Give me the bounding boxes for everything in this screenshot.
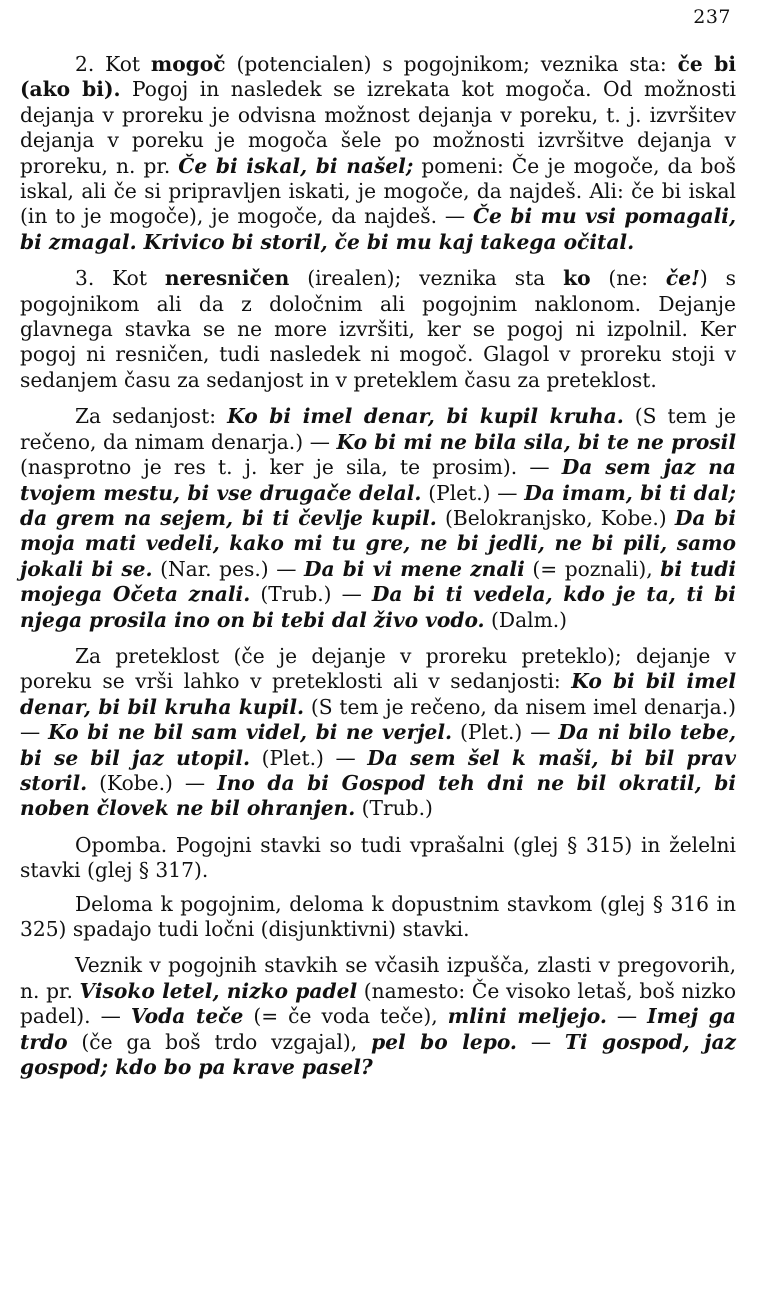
paragraph: [20, 52, 736, 255]
emphasis-text: ko: [563, 266, 591, 291]
paragraph-text: (potencialen) s pogojnikom; veznika sta:: [225, 52, 678, 76]
emphasis-text: mogoč: [150, 52, 226, 76]
example-text: Ko bi ne bil sam videl, bi ne verjel.: [48, 720, 453, 745]
paragraph: [20, 953, 736, 1080]
paragraph-text: (S tem je rečeno, da nisem imel denarja.) —: [20, 694, 736, 745]
paragraph-text: Pogoj in nasledek se izrekata kot mogoča. Od možnosti dejanja v proreku je odvisna možnost dejanja v poreku, t. j. izvršitev dejanja v poreku je mogoča šele po možnosti izvršitve dejanja v proreku, n. pr.: [20, 77, 736, 178]
paragraph-text: pomeni: Če je mogoče, da boš iskal, ali če si pripravljen iskati, je mogoče, da najdeš. Ali: če bi iskal (in to je mogoče), je mogoče, da najdeš. —: [20, 153, 736, 229]
paragraph-text: (Dalm.): [484, 607, 567, 632]
paragraph-text: (= poznali),: [524, 556, 661, 581]
paragraph: [20, 892, 736, 943]
example-text: Da sem šel k maši, bi bil prav storil.: [20, 745, 736, 795]
example-text: mlini meljejo.: [447, 1004, 607, 1029]
paragraph-text: (S tem je rečeno, da nimam denarja.) —: [20, 404, 736, 454]
emphasis-text: neresničen: [164, 266, 290, 291]
paragraph-text: 3. Kot: [75, 266, 165, 291]
page-number: 237: [693, 6, 731, 28]
example-text: Če bi iskal, bi našel;: [178, 153, 414, 178]
example-text: Da bi ti vedela, kdo je ta, ti bi njega prosila ino on bi tebi dal živo vodo.: [20, 582, 736, 632]
paragraph-text: (Plet.) —: [452, 720, 559, 745]
example-text: Visoko letel, nizko padel: [79, 978, 358, 1003]
example-text: če!: [665, 266, 700, 291]
paragraph-text: ) s pogojnikom ali da z določnim ali pogojnim naklonom. Dejanje glavnega stavka se ne more izvršiti, ker se pogoj ni izpolnil. Ker pogoj ni resničen, tudi nasledek ni mogoč. Glagol v proreku stoji v sedanjem času za sedanjost in v preteklem času za preteklost.: [20, 266, 737, 392]
paragraph-text: (ne:: [590, 266, 666, 291]
paragraph-text: (Nar. pes.) —: [152, 556, 304, 581]
paragraph-text: Veznik v pogojnih stavkih se včasih izpušča, zlasti v pregovorih, n. pr.: [20, 953, 736, 1003]
paragraph-text: (Kobe.) —: [87, 770, 218, 795]
paragraph-text: (irealen); veznika sta: [289, 266, 564, 291]
example-text: Voda teče: [130, 1004, 244, 1029]
paragraph-text: (= če voda teče),: [243, 1004, 448, 1029]
paragraph-text: (Plet.) —: [250, 745, 368, 770]
example-text: Da sem jaz na tvojem mestu, bi vse drugače delal.: [20, 455, 736, 505]
paragraph-text: Deloma k pogojnim, deloma k dopustnim stavkom (glej § 316 in 325) spadajo tudi ločni (disjunktivni) stavki.: [20, 891, 736, 941]
example-text: Ko bi bil imel denar, bi bil kruha kupil.: [20, 669, 736, 719]
emphasis-text: če bi (ako bi).: [20, 52, 736, 102]
paragraph-text: Pogojni stavki so tudi vprašalni (glej § 315) in želelni stavki (glej § 317).: [20, 832, 736, 883]
example-text: Ko bi imel denar, bi kupil kruha.: [227, 404, 624, 429]
example-text: Da bi moja mati vedeli, kako mi tu gre, ne bi jedli, ne bi pili, samo jokali bi se.: [20, 505, 736, 581]
example-text: Da ni bilo tebe, bi se bil jaz utopil.: [20, 720, 736, 770]
paragraph-text: (Trub.) —: [250, 582, 372, 607]
example-text: Imej ga trdo: [20, 1004, 736, 1054]
paragraph-text: (Plet.) —: [421, 480, 525, 505]
paragraph-text: —: [516, 1029, 565, 1054]
example-text: Ino da bi Gospod teh dni ne bil okratil, bi noben človek ne bil ohranjen.: [20, 770, 737, 821]
paragraph-text: (Trub.): [355, 796, 433, 821]
example-text: Da bi vi mene znali: [303, 556, 525, 581]
example-text: pel bo lepo.: [371, 1029, 517, 1054]
paragraph-text: —: [606, 1004, 648, 1029]
paragraph-text: Opomba.: [75, 832, 168, 857]
example-text: bi tudi mojega Očeta znali.: [20, 556, 736, 607]
paragraph-text: (Belokranjsko, Kobe.): [436, 505, 675, 530]
paragraph: [20, 644, 736, 822]
paragraph-text: Za preteklost (če je dejanje v proreku preteklo); dejanje v poreku se vrši lahko v preteklosti ali v sedanjosti:: [20, 643, 736, 694]
body-text: [20, 52, 736, 1091]
paragraph: [20, 266, 736, 393]
example-text: Če bi mu vsi pomagali, bi zmagal. Krivico bi storil, če bi mu kaj takega očital.: [20, 204, 736, 254]
paragraph: [20, 833, 736, 884]
example-text: Ti gospod, jaz gospod; kdo bo pa krave pasel?: [20, 1029, 736, 1080]
example-text: Ko bi mi ne bila sila, bi te ne prosil: [336, 429, 736, 454]
paragraph-text: (če ga boš trdo vzgajal),: [67, 1029, 372, 1054]
paragraph-text: (namesto: Če visoko letaš, boš nizko padel). —: [20, 978, 736, 1029]
paragraph-text: 2. Kot: [75, 52, 151, 76]
example-text: Da imam, bi ti dal; da grem na sejem, bi ti čevlje kupil.: [20, 480, 736, 530]
paragraph: [20, 404, 736, 633]
paragraph-text: Za sedanjost:: [75, 404, 228, 429]
paragraph-text: (nasprotno je res t. j. ker je sila, te prosim). —: [20, 455, 562, 480]
